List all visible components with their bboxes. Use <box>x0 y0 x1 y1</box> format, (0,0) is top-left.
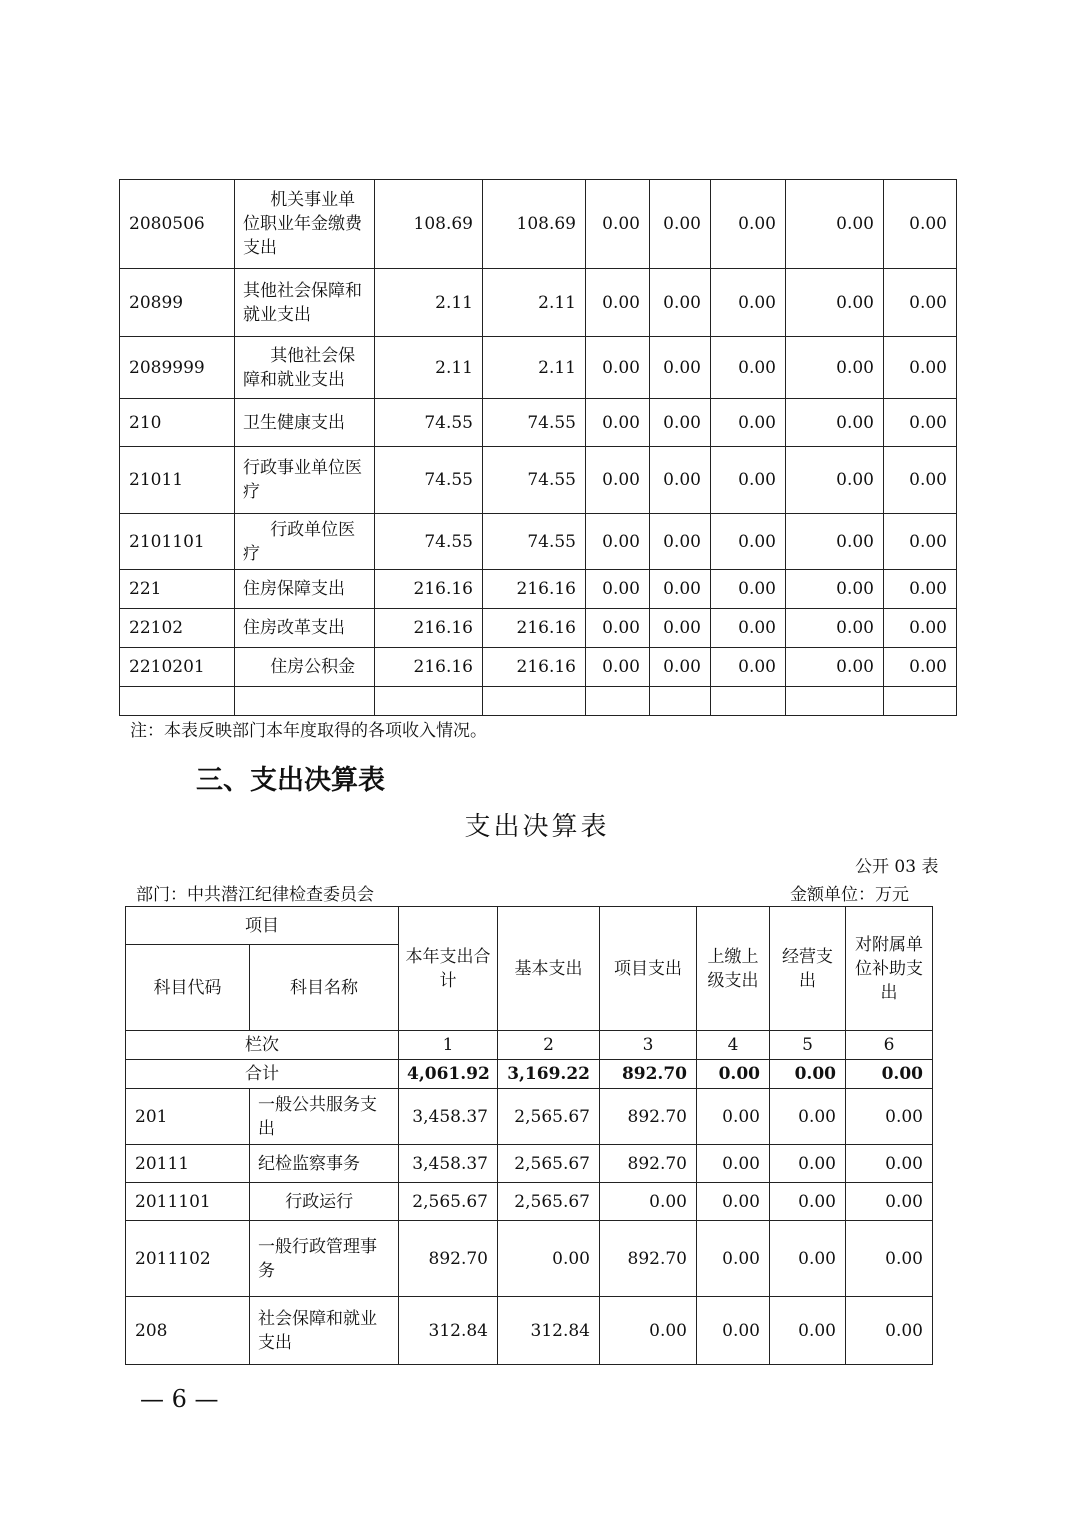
row-value: 0.00 <box>600 1297 697 1365</box>
header-name: 科目名称 <box>250 945 399 1031</box>
row-value: 74.55 <box>375 514 483 570</box>
column-number-row <box>126 1031 933 1060</box>
row-value: 2,565.67 <box>498 1089 600 1145</box>
row-value: 0.00 <box>846 1183 933 1221</box>
table-row <box>126 1183 933 1221</box>
table-row <box>126 1221 933 1297</box>
total-value: 892.70 <box>600 1060 697 1089</box>
row-value: 2,565.67 <box>498 1145 600 1183</box>
table-row <box>120 648 957 687</box>
row-value <box>711 687 786 716</box>
row-value: 0.00 <box>711 609 786 648</box>
row-value: 0.00 <box>586 514 650 570</box>
row-value: 0.00 <box>600 1183 697 1221</box>
row-value: 0.00 <box>586 337 650 399</box>
row-value: 0.00 <box>711 399 786 447</box>
header-project: 项目支出 <box>600 907 697 1031</box>
row-value: 0.00 <box>786 180 884 269</box>
row-value: 0.00 <box>697 1221 770 1297</box>
row-name: 社会保障和就业支出 <box>250 1297 399 1365</box>
row-value: 0.00 <box>711 180 786 269</box>
row-code: 210 <box>120 399 235 447</box>
row-code: 20111 <box>126 1145 250 1183</box>
row-value: 0.00 <box>650 180 711 269</box>
row-code: 2011101 <box>126 1183 250 1221</box>
row-value: 0.00 <box>884 337 957 399</box>
row-value: 216.16 <box>375 609 483 648</box>
row-code: 2089999 <box>120 337 235 399</box>
table-row <box>120 687 957 716</box>
table-note: 注：本表反映部门本年度取得的各项收入情况。 <box>130 721 487 741</box>
row-code <box>120 687 235 716</box>
table-number: 公开 03 表 <box>855 857 939 877</box>
row-value: 0.00 <box>884 609 957 648</box>
row-value: 0.00 <box>586 399 650 447</box>
row-code: 22102 <box>120 609 235 648</box>
table-row <box>120 514 957 570</box>
header-row-1 <box>126 907 933 945</box>
row-value: 892.70 <box>600 1145 697 1183</box>
row-value: 0.00 <box>650 609 711 648</box>
row-value: 0.00 <box>711 648 786 687</box>
row-value: 0.00 <box>786 447 884 514</box>
column-number: 5 <box>770 1031 846 1060</box>
row-name: 纪检监察事务 <box>250 1145 399 1183</box>
row-value: 0.00 <box>650 514 711 570</box>
table-row <box>120 399 957 447</box>
row-value: 0.00 <box>586 269 650 337</box>
column-row-label: 栏次 <box>126 1031 399 1060</box>
row-value <box>786 687 884 716</box>
row-value: 892.70 <box>600 1221 697 1297</box>
row-value: 0.00 <box>770 1145 846 1183</box>
row-value: 0.00 <box>711 514 786 570</box>
row-value: 0.00 <box>884 570 957 609</box>
unit-label: 金额单位：万元 <box>790 885 909 905</box>
row-value: 74.55 <box>483 514 586 570</box>
header-business: 经营支出 <box>770 907 846 1031</box>
row-value: 0.00 <box>786 514 884 570</box>
row-value: 0.00 <box>650 269 711 337</box>
row-name: 住房公积金 <box>235 648 375 687</box>
row-value <box>586 687 650 716</box>
row-name: 行政事业单位医疗 <box>235 447 375 514</box>
row-value: 0.00 <box>711 337 786 399</box>
table-row <box>120 447 957 514</box>
row-name <box>235 687 375 716</box>
row-value: 0.00 <box>586 180 650 269</box>
row-value <box>483 687 586 716</box>
column-number: 1 <box>399 1031 498 1060</box>
row-value: 3,458.37 <box>399 1145 498 1183</box>
row-code: 2011102 <box>126 1221 250 1297</box>
row-value: 892.70 <box>600 1089 697 1145</box>
row-value: 0.00 <box>711 570 786 609</box>
table-row <box>120 609 957 648</box>
row-value: 2.11 <box>375 337 483 399</box>
row-name: 其他社会保障和就业支出 <box>235 269 375 337</box>
row-value: 0.00 <box>697 1145 770 1183</box>
row-value: 0.00 <box>711 447 786 514</box>
table-row <box>120 337 957 399</box>
header-subsidy: 对附属单位补助支出 <box>846 907 933 1031</box>
row-value: 74.55 <box>375 447 483 514</box>
column-number: 6 <box>846 1031 933 1060</box>
row-name: 一般公共服务支出 <box>250 1089 399 1145</box>
total-label: 合计 <box>126 1060 399 1089</box>
row-value: 0.00 <box>884 269 957 337</box>
row-code: 201 <box>126 1089 250 1145</box>
table-title: 支出决算表 <box>464 812 610 842</box>
row-value: 0.00 <box>884 514 957 570</box>
row-value: 0.00 <box>711 269 786 337</box>
row-value: 0.00 <box>770 1183 846 1221</box>
row-name: 卫生健康支出 <box>235 399 375 447</box>
row-value: 0.00 <box>650 447 711 514</box>
row-value: 0.00 <box>650 337 711 399</box>
row-value: 0.00 <box>846 1089 933 1145</box>
row-value: 0.00 <box>786 337 884 399</box>
row-value: 0.00 <box>846 1145 933 1183</box>
row-value: 0.00 <box>697 1089 770 1145</box>
section-heading: 三、支出决算表 <box>196 765 385 796</box>
total-row <box>126 1060 933 1089</box>
row-value: 0.00 <box>770 1221 846 1297</box>
row-value: 0.00 <box>770 1297 846 1365</box>
header-code: 科目代码 <box>126 945 250 1031</box>
row-name: 住房改革支出 <box>235 609 375 648</box>
row-value: 0.00 <box>846 1297 933 1365</box>
table-row <box>126 1297 933 1365</box>
row-value: 892.70 <box>399 1221 498 1297</box>
row-value: 2,565.67 <box>498 1183 600 1221</box>
row-value: 0.00 <box>650 648 711 687</box>
row-value: 312.84 <box>498 1297 600 1365</box>
row-value: 0.00 <box>498 1221 600 1297</box>
header-item: 项目 <box>126 907 399 945</box>
table-row <box>126 1145 933 1183</box>
row-value: 216.16 <box>375 570 483 609</box>
row-value: 2,565.67 <box>399 1183 498 1221</box>
table-row <box>120 180 957 269</box>
total-value: 4,061.92 <box>399 1060 498 1089</box>
row-value: 0.00 <box>884 648 957 687</box>
row-value: 0.00 <box>586 648 650 687</box>
row-name: 行政单位医疗 <box>235 514 375 570</box>
row-value: 0.00 <box>586 609 650 648</box>
header-total: 本年支出合计 <box>399 907 498 1031</box>
page-number: — 6 — <box>140 1385 219 1413</box>
row-value: 216.16 <box>483 609 586 648</box>
row-value: 108.69 <box>483 180 586 269</box>
row-value: 2.11 <box>483 337 586 399</box>
row-value: 0.00 <box>586 447 650 514</box>
row-value: 0.00 <box>786 570 884 609</box>
department-label: 部门：中共潜江纪律检查委员会 <box>136 885 374 905</box>
table-row <box>120 570 957 609</box>
row-value: 2.11 <box>375 269 483 337</box>
header-remit: 上缴上级支出 <box>697 907 770 1031</box>
table-row <box>126 1089 933 1145</box>
expense-table <box>125 906 933 1365</box>
total-value: 0.00 <box>697 1060 770 1089</box>
row-name: 一般行政管理事务 <box>250 1221 399 1297</box>
total-value: 3,169.22 <box>498 1060 600 1089</box>
row-value: 108.69 <box>375 180 483 269</box>
row-value: 0.00 <box>786 648 884 687</box>
total-value: 0.00 <box>846 1060 933 1089</box>
row-value: 2.11 <box>483 269 586 337</box>
row-value: 0.00 <box>786 399 884 447</box>
row-value: 0.00 <box>786 269 884 337</box>
row-value: 0.00 <box>697 1183 770 1221</box>
row-value: 216.16 <box>483 648 586 687</box>
row-value: 0.00 <box>697 1297 770 1365</box>
row-value: 216.16 <box>483 570 586 609</box>
row-code: 20899 <box>120 269 235 337</box>
row-value: 312.84 <box>399 1297 498 1365</box>
row-value: 0.00 <box>884 447 957 514</box>
row-value: 3,458.37 <box>399 1089 498 1145</box>
income-table-continued <box>119 179 957 716</box>
row-name: 其他社会保障和就业支出 <box>235 337 375 399</box>
row-value: 74.55 <box>483 399 586 447</box>
row-value: 0.00 <box>770 1089 846 1145</box>
table-row <box>120 269 957 337</box>
row-value: 0.00 <box>884 180 957 269</box>
row-value: 74.55 <box>483 447 586 514</box>
row-value: 0.00 <box>650 399 711 447</box>
row-value: 74.55 <box>375 399 483 447</box>
header-basic: 基本支出 <box>498 907 600 1031</box>
row-value: 0.00 <box>586 570 650 609</box>
row-value <box>375 687 483 716</box>
column-number: 2 <box>498 1031 600 1060</box>
row-value: 0.00 <box>786 609 884 648</box>
total-value: 0.00 <box>770 1060 846 1089</box>
row-value: 216.16 <box>375 648 483 687</box>
row-value <box>650 687 711 716</box>
row-code: 2101101 <box>120 514 235 570</box>
column-number: 3 <box>600 1031 697 1060</box>
row-code: 2210201 <box>120 648 235 687</box>
row-value: 0.00 <box>650 570 711 609</box>
row-name: 住房保障支出 <box>235 570 375 609</box>
row-name: 机关事业单位职业年金缴费支出 <box>235 180 375 269</box>
row-value <box>884 687 957 716</box>
row-code: 221 <box>120 570 235 609</box>
row-value: 0.00 <box>884 399 957 447</box>
row-code: 21011 <box>120 447 235 514</box>
row-code: 208 <box>126 1297 250 1365</box>
row-value: 0.00 <box>846 1221 933 1297</box>
row-code: 2080506 <box>120 180 235 269</box>
row-name: 行政运行 <box>250 1183 399 1221</box>
column-number: 4 <box>697 1031 770 1060</box>
